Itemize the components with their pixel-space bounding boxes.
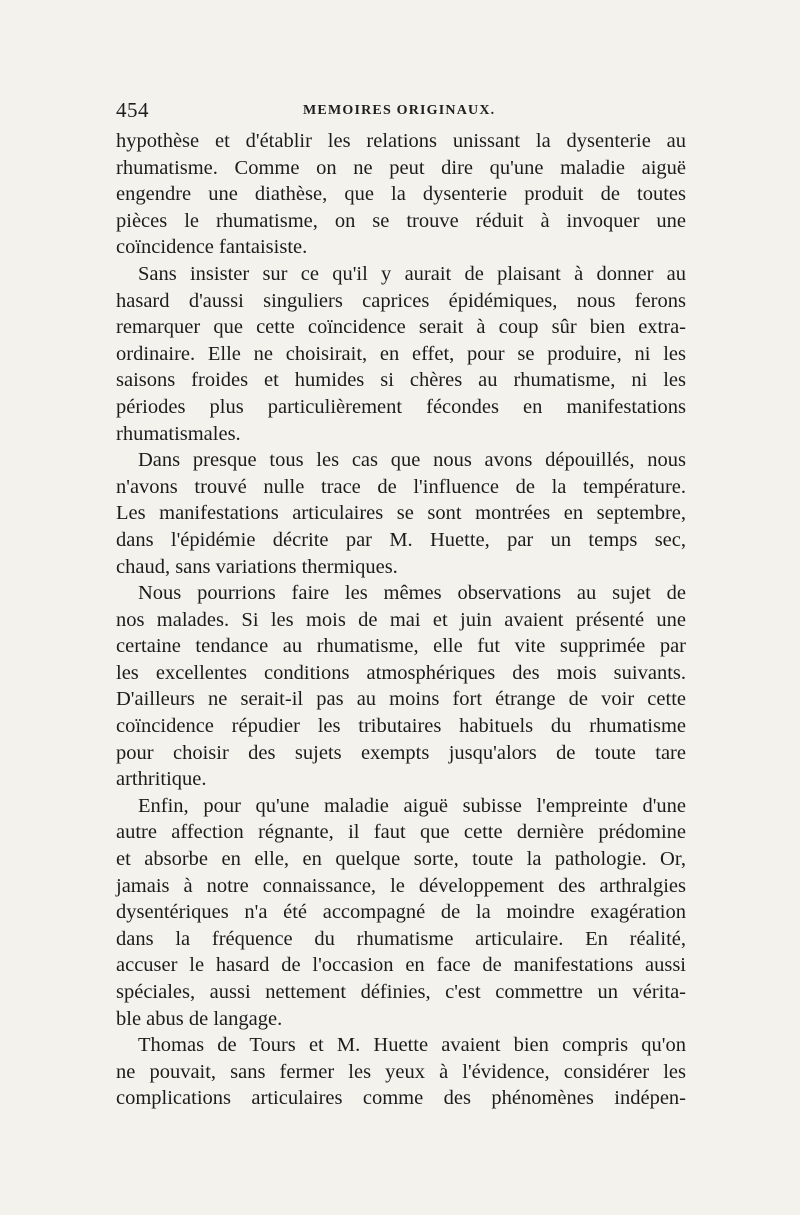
text-line: et absorbe en elle, en quelque sorte, toute la pathologie. Or, (116, 848, 686, 871)
page-number: 454 (116, 98, 149, 122)
text-line: certaine tendance au rhumatisme, elle fut vite supprimée par (116, 635, 686, 658)
text-line: hasard d'aussi singuliers caprices épidémiques, nous ferons (116, 289, 686, 312)
text-line: dysentériques n'a été accompagné de la moindre exagération (116, 901, 686, 924)
text-line: jamais à notre connaissance, le développement des arthralgies (116, 874, 686, 897)
text-line: rhumatismales. (116, 422, 241, 445)
text-line: Nous pourrions faire les mêmes observations au sujet de (138, 582, 686, 605)
text-line: ne pouvait, sans fermer les yeux à l'évidence, considérer les (116, 1060, 686, 1083)
text-line: saisons froides et humides si chères au rhumatisme, ni les (116, 369, 686, 392)
text-line: D'ailleurs ne serait-il pas au moins fort étrange de voir cette (116, 688, 686, 711)
text-line: n'avons trouvé nulle trace de l'influence de la température. (116, 475, 686, 498)
text-line: coïncidence fantaisiste. (116, 236, 308, 259)
text-line: Dans presque tous les cas que nous avons dépouillés, nous (138, 449, 686, 472)
text-line: Sans insister sur ce qu'il y aurait de plaisant à donner au (138, 262, 686, 285)
text-line: spéciales, aussi nettement définies, c'est commettre un vérita- (116, 981, 686, 1003)
text-line: hypothèse et d'établir les relations unissant la dysenterie au (116, 130, 686, 152)
text-line: ble abus de langage. (116, 1007, 283, 1030)
page-header (116, 98, 686, 124)
text-line: remarquer que cette coïncidence serait à coup sûr bien extra- (116, 316, 686, 339)
text-line: chaud, sans variations thermiques. (116, 555, 398, 578)
text-line: engendre une diathèse, que la dysenterie produit de toutes (116, 183, 686, 206)
text-line: rhumatisme. Comme on ne peut dire qu'une maladie aiguë (116, 156, 686, 179)
text-line: les excellentes conditions atmosphériques des mois suivants. (116, 661, 686, 684)
paragraph (116, 793, 686, 1032)
body-text (116, 128, 686, 1112)
text-line: complications articulaires comme des phénomènes indépen- (116, 1087, 686, 1110)
text-line: dans la fréquence du rhumatisme articulaire. En réalité, (116, 927, 686, 950)
text-line: autre affection régnante, il faut que cette dernière prédomine (116, 821, 686, 844)
text-line: pièces le rhumatisme, on se trouve réduit à invoquer une (116, 209, 686, 232)
text-line: ordinaire. Elle ne choisirait, en effet, pour se produire, ni les (116, 342, 686, 365)
text-line: arthritique. (116, 768, 207, 791)
paragraph (116, 580, 686, 793)
text-line: dans l'épidémie décrite par M. Huette, par un temps sec, (116, 528, 686, 551)
text-line: Les manifestations articulaires se sont montrées en septembre, (116, 502, 686, 525)
paragraph (116, 261, 686, 447)
text-line: nos malades. Si les mois de mai et juin avaient présenté une (116, 608, 686, 631)
text-line: accuser le hasard de l'occasion en face de manifestations aussi (116, 954, 686, 977)
paragraph (116, 128, 686, 261)
text-line: Thomas de Tours et M. Huette avaient bien compris qu'on (138, 1034, 686, 1057)
paragraph (116, 447, 686, 580)
running-head: MEMOIRES ORIGINAUX. (303, 103, 496, 118)
text-line: Enfin, pour qu'une maladie aiguë subisse l'empreinte d'une (138, 794, 686, 817)
paragraph (116, 1032, 686, 1112)
text-line: pour choisir des sujets exempts jusqu'alors de toute tare (116, 741, 686, 764)
text-line: périodes plus particulièrement fécondes en manifestations (116, 395, 686, 418)
text-line: coïncidence répudier les tributaires habituels du rhumatisme (116, 715, 686, 738)
